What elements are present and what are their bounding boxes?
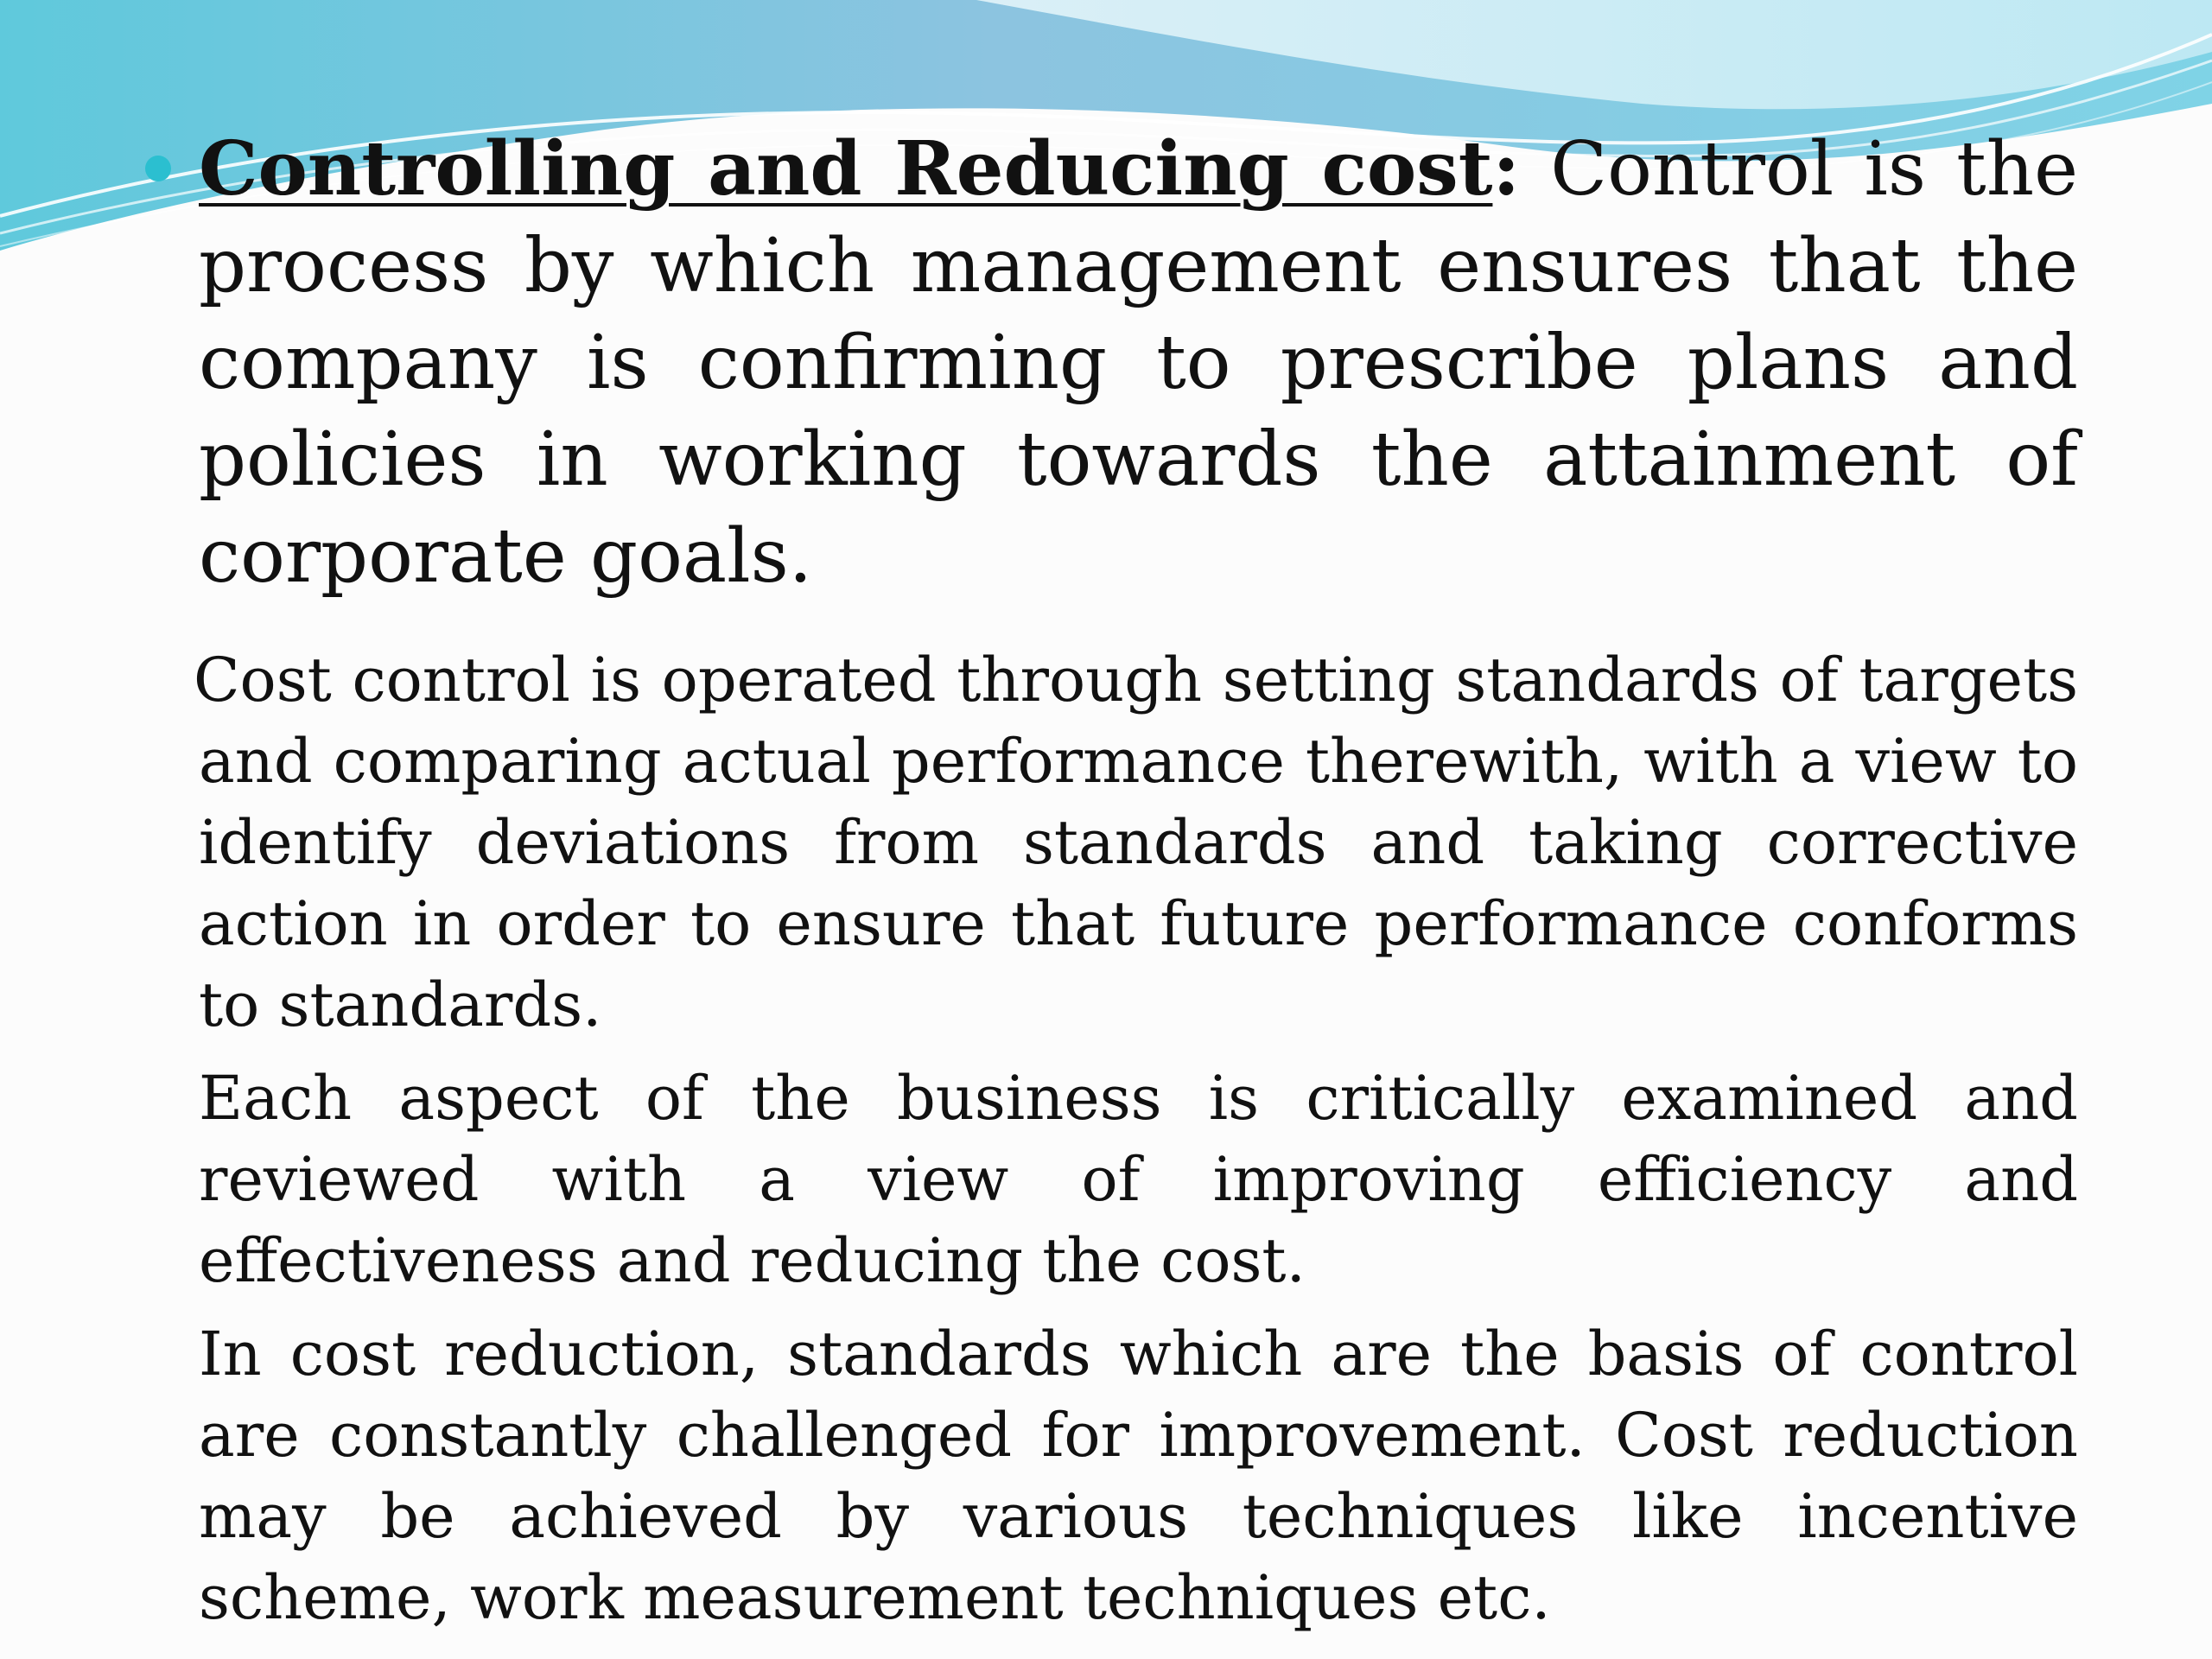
paragraph-business-review: Each aspect of the business is critically examined and reviewed with a view of improving efficiency and effectiveness and reducing the cost. — [199, 1063, 2078, 1296]
intro-text: Control is the process by which management ensures that the company is confirming to prescribe plans and policies in working towards the attainment of corporate goals. — [199, 126, 2078, 600]
section-heading: Controlling and Reducing cost — [199, 125, 1493, 213]
round-bullet-icon — [145, 156, 171, 181]
bullet-paragraph — [199, 121, 2078, 605]
paragraph-cost-reduction: In cost reduction, standards which are the basis of control are constantly challenged for improvement. Cost reduction may be achieved by various techniques like incentive scheme, work measurement techniques etc. — [199, 1319, 2078, 1633]
heading-colon: : — [1492, 125, 1521, 213]
paragraph-cost-control: Cost control is operated through setting standards of targets and comparing actual performance therewith, with a view to identify deviations from standards and taking corrective action in order to ensure that future performance conforms to standards. — [194, 645, 2078, 1040]
slide-content — [194, 121, 2078, 1650]
